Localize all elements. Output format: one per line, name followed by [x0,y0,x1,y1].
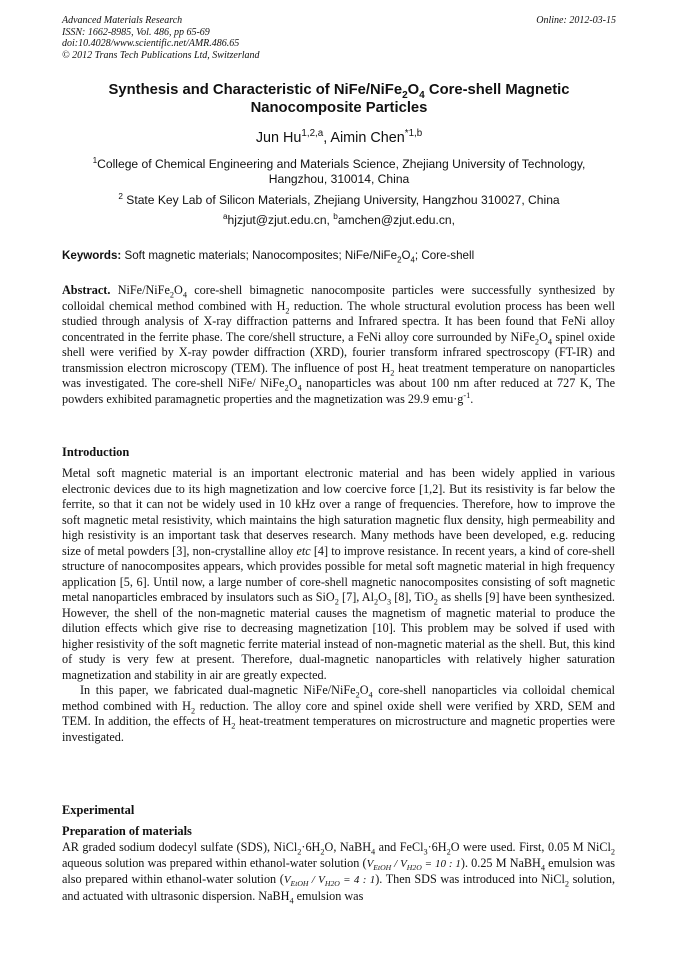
author-1: Jun Hu [255,130,302,146]
affiliation-2: $^2$ State Key Lab of Silicon Materials, Zhejiang University, Hangzhou 310027, China [118,191,560,207]
copyright: © 2012 Trans Tech Publications Ltd, Switzerland [62,49,260,61]
author-2: Aimin Chen [330,130,405,146]
introduction-body [62,466,615,745]
intro-paragraph-1: Metal soft magnetic material is an important electronic material and has been widely applied in various electronic devices due to its high magnetization and low coercive force [1,2]. But its resistivity is far below the ferrite, so that it can not be widely used in 10 kHz over a range of frequencies. Therefore, how to improve the soft magnetic metal resistivity, which maintains the high saturation magnetic flux density, high permeability and high resistivity is an important task that deserves research. Many methods have been developed, e.g. reducing size of metal powders [3], non-crystalline alloy etc [4] to improve resistance. In recent years, a kind of core-shell structure of nanocomposites appears, which provides possible for metal soft magnetic material in high frequency application [5, 6]. Until now, a large number of core-shell magnetic nanocomposites consisting of soft magnetic metal nanoparticles embraced by insulators such as SiO$_2$ [7], $Al_2O_3$ [8], TiO$_2$ as shells [9] have been synthesized. However, the shell of the non-magnetic material causes the magnetism of magnetic material to produce the dilution effects which give rise to decreasing magnetization [10]. This problem may be solved if used with higher resistivity of the soft magnetic ferrite material instead of non-magnetic material as the shell. But, this kind of study is very few at present. Therefore, dual-magnetic nanoparticles with relatively higher saturation magnetization and stability in air are greatly expected. [62,466,615,682]
journal-name: Advanced Materials Research [62,15,183,26]
abstract-label: Abstract. [62,283,111,297]
experimental-heading: Experimental [62,803,135,817]
keywords: Keywords: Soft magnetic materials; Nanocomposites; NiFe/$NiFe_2O_4$; Core-shell [62,249,475,265]
issn: ISSN: 1662-8985, Vol. 486, pp 65-69 [62,26,210,38]
abstract: Abstract. NiFe/$NiFe_2O_4$ core-shell bimagnetic nanocomposite particles were successfully synthesized by colloidal chemical method combined with $H_2$ reduction. The whole structural evolution process has been well studied through analysis of X-ray diffraction patterns and Infrared spectra. It has been found that FeNi alloy concentrated in the ferrite phase. The core/shell structure, a FeNi alloy core surrounded by $NiFe_2O_4$ spinel oxide shell were verified by X-ray powder diffraction (XRD), fourier transform infrared spectroscopy (FT-IR) and transmission electron microscopy (TEM). The influence of post $H_2$ heat treatment temperature on nanoparticles was investigated. The core-shell NiFe/ $NiFe_2O_4$ nanoparticles was about 100 nm after reduced at 727 K, The powders exhibited paramagnetic properties and the magnetization was 29.9 $emu\cdot g^{-1}$. [62,283,616,406]
preparation-subheading: Preparation of materials [62,824,192,838]
keywords-label: Keywords: [62,249,122,262]
paper-title: Synthesis and Characteristic of NiFe/$NiFe_2O_4$ Core-shell Magnetic Nanocomposite Particles [108,82,570,116]
ratio-formula-1: $V_{EtOH} / V_{H2O} = 10$ : 1 [366,857,461,872]
email-1: hjzjut@zjut.edu.cn, [227,213,334,227]
doi: doi:10.4028/www.scientific.net/AMR.486.65 [62,38,240,49]
email-2: amchen@zjut.edu.cn, [337,213,456,227]
introduction-heading: Introduction [62,445,130,459]
ratio-formula-2: $V_{EtOH} / V_{H2O} = 4$ : 1 [283,874,376,889]
authors: Jun Hu$^{1,2,a}$, Aimin Chen$^{*1,b}$ [255,128,423,146]
intro-paragraph-2: In this paper, we fabricated dual-magnetic NiFe/$NiFe_2O_4$ core-shell nanoparticles via colloidal chemical method combined with $H_2$ reduction. The alloy core and spinel oxide shell were verified by XRD, SEM and TEM. In addition, the effects of $H_2$ heat-treatment temperatures on microstructure and magnetic properties were investigated. [62,683,616,744]
online-date: Online: 2012-03-15 [536,15,616,26]
journal-meta [62,15,260,61]
author-emails: $^a$hjzjut@zjut.edu.cn, $^b$amchen@zjut.edu.cn, [222,211,456,227]
experimental-body: AR graded sodium dodecyl sulfate (SDS), $NiCl_2\cdot 6H_2O$, NaBH$_4$ and $FeCl_3\cdot 6H_2O$ were used. First, 0.05 M NiCl$_2$ aqueous solution was prepared within ethanol-water solution ($V_{EtOH} / V_{H2O} = 10$ : 1). 0.25 M NaBH$_4$ emulsion was also prepared within ethanol-water solution ($V_{EtOH} / V_{H2O} = 4$ : 1). Then SDS was introduced into NiCl$_2$ solution, and actuated with ultrasonic dispersion. NaBH$_4$ emulsion was [62,840,616,905]
affiliation-1: $^1$College of Chemical Engineering and Materials Science, Zhejiang University of Technology, Hangzhou, 310014, China [92,155,586,186]
